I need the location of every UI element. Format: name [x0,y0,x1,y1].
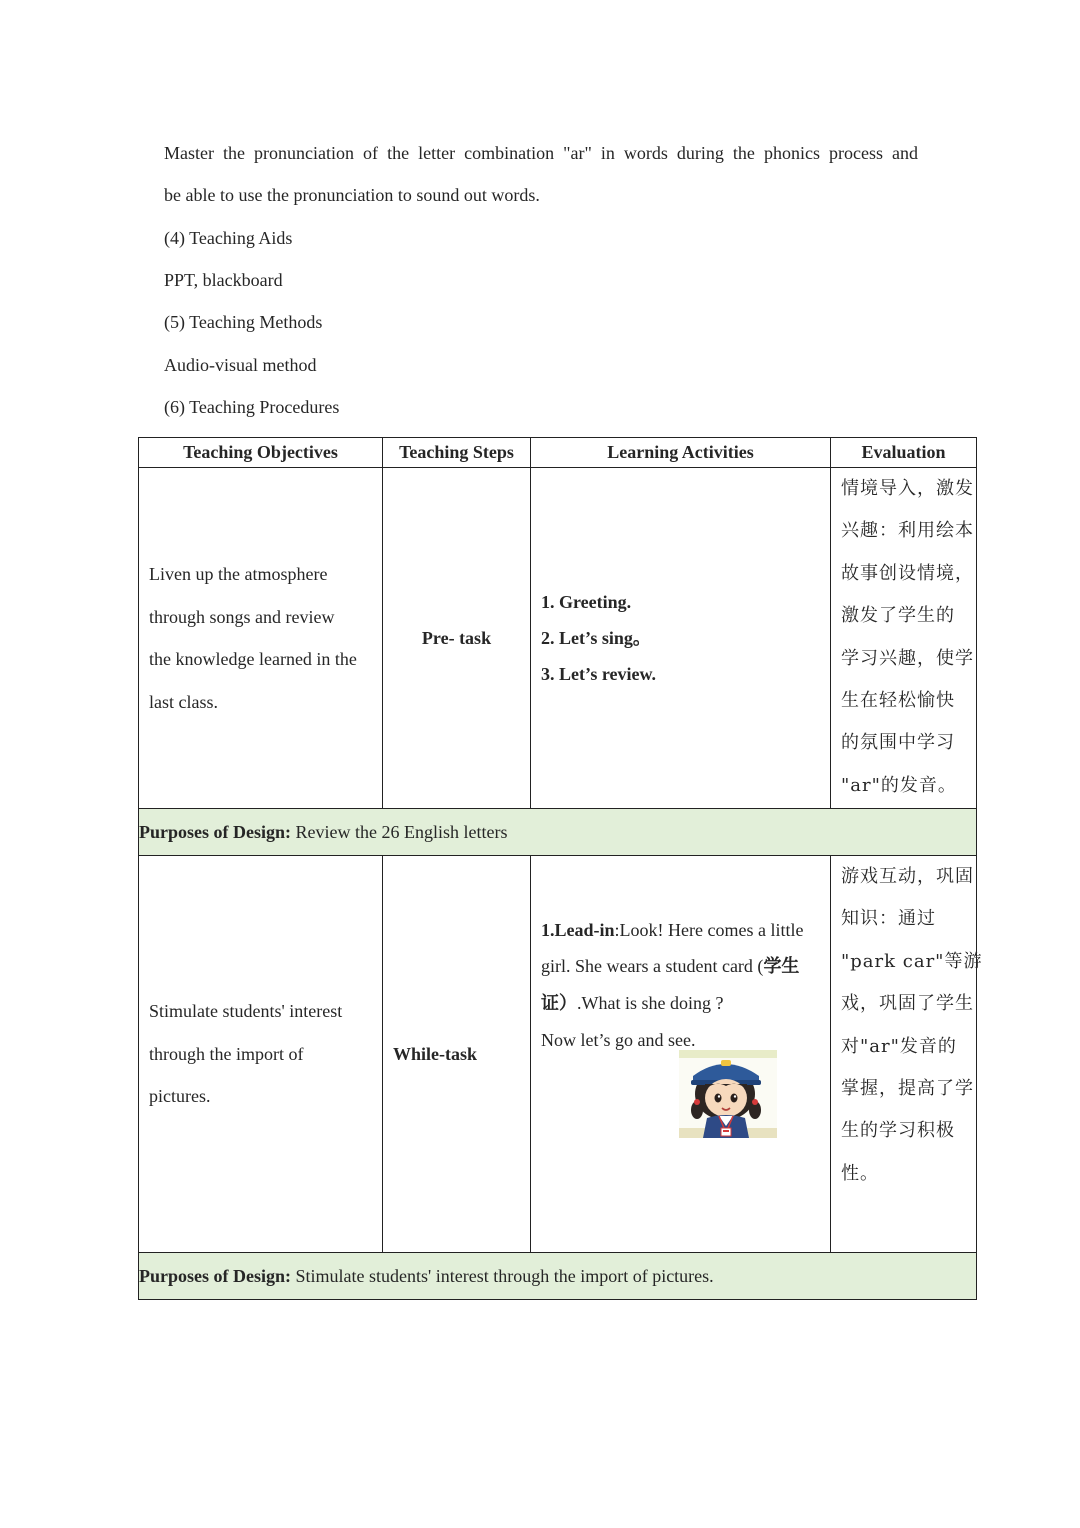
while-evaluation-line: 戏，巩固了学生 [841,993,974,1015]
student-girl-illustration [679,1050,777,1138]
intro-line-2: be able to use the pronunciation to sound out words. [164,185,540,205]
pre-evaluation-line: "ar"的发音。 [841,774,957,796]
pre-activity-item: 2. Let’s sing。 [541,628,651,648]
pre-evaluation-line: 激发了学生的 [841,605,955,627]
pre-step-cell: Pre- task [383,468,531,809]
purpose-cell-pre [139,809,977,856]
lead-in-cjk: 证） [541,993,577,1014]
pre-evaluation-line: 学习兴趣，使学 [841,647,974,669]
while-evaluation-cell [831,856,983,1253]
lead-in-line-1 [541,912,830,948]
purpose-label: Purposes of Design: [139,821,291,842]
lead-in-text: .What is she doing ? [577,993,724,1013]
pre-objective-line: last class. [149,691,218,712]
while-objective-line: pictures. [149,1086,211,1107]
lead-in-line-4: Now let’s go and see. [541,1030,696,1050]
table-header-row [139,438,977,468]
lead-in-line-3 [541,985,830,1022]
teaching-aids-text: PPT, blackboard [164,270,283,290]
header-objectives: Teaching Objectives [139,438,383,468]
purpose-label: Purposes of Design: [139,1265,291,1286]
table-row-pre-task [139,468,977,809]
header-steps: Teaching Steps [383,438,531,468]
purpose-row-pre [139,809,977,856]
pre-evaluation-line: 情境导入，激发 [841,478,974,499]
while-objective-line: through the import of [149,1043,304,1064]
pre-activity-item: 3. Let’s review. [541,664,656,684]
pre-activity-item: 1. Greeting. [541,592,632,612]
pre-objective-line: Liven up the atmosphere [149,564,328,584]
teaching-methods-text: Audio-visual method [164,355,317,375]
procedures-table [138,437,983,1300]
lead-in-text: :Look! Here comes a little [614,920,804,940]
pre-evaluation-cell [831,468,977,809]
lead-in-line-2 [541,948,830,985]
while-objective-line: Stimulate students' interest [149,1001,343,1022]
lead-in-text: girl. She wears a student card ( [541,956,764,976]
pre-objective-line: the knowledge learned in the [149,649,357,669]
while-activities-cell [531,856,831,1253]
while-evaluation-line: 生的学习积极 [841,1120,955,1142]
pre-objective-line: through songs and review [149,606,335,627]
table-row-while-task [139,856,977,1253]
header-evaluation: Evaluation [831,438,977,468]
purpose-row-while [139,1253,977,1300]
pre-evaluation-line: 兴趣：利用绘本 [841,520,974,542]
while-evaluation-line: 掌握，提高了学 [841,1078,974,1100]
while-step-cell: While-task [383,856,531,1253]
intro-line-1: Master the pronunciation of the letter combination "ar" in words during the phonics process and [164,143,918,163]
while-evaluation-line: "park car"等游 [841,950,983,972]
pre-objective-cell [139,468,383,809]
pre-activities-cell [531,468,831,809]
while-evaluation-line: 游戏互动，巩固 [841,866,974,887]
pre-evaluation-line: 生在轻松愉快 [841,690,955,712]
purpose-text: Stimulate students' interest through the import of pictures. [291,1265,714,1286]
while-evaluation-line: 性。 [841,1162,879,1184]
teaching-methods-heading: (5) Teaching Methods [164,312,323,332]
lead-in-cjk: 学生 [763,956,800,977]
while-objective-cell [139,856,383,1253]
purpose-text: Review the 26 English letters [291,821,508,842]
teaching-procedures-heading: (6) Teaching Procedures [164,397,340,417]
pre-evaluation-line: 的氛围中学习 [841,732,955,754]
purpose-cell-while [139,1253,977,1300]
pre-evaluation-line: 故事创设情境， [841,562,974,584]
while-evaluation-line: 对"ar"发音的 [841,1035,957,1057]
while-evaluation-line: 知识：通过 [841,908,936,930]
lead-in-label: 1.Lead-in [541,920,615,940]
teaching-aids-heading: (4) Teaching Aids [164,228,293,248]
header-activities: Learning Activities [531,438,831,468]
